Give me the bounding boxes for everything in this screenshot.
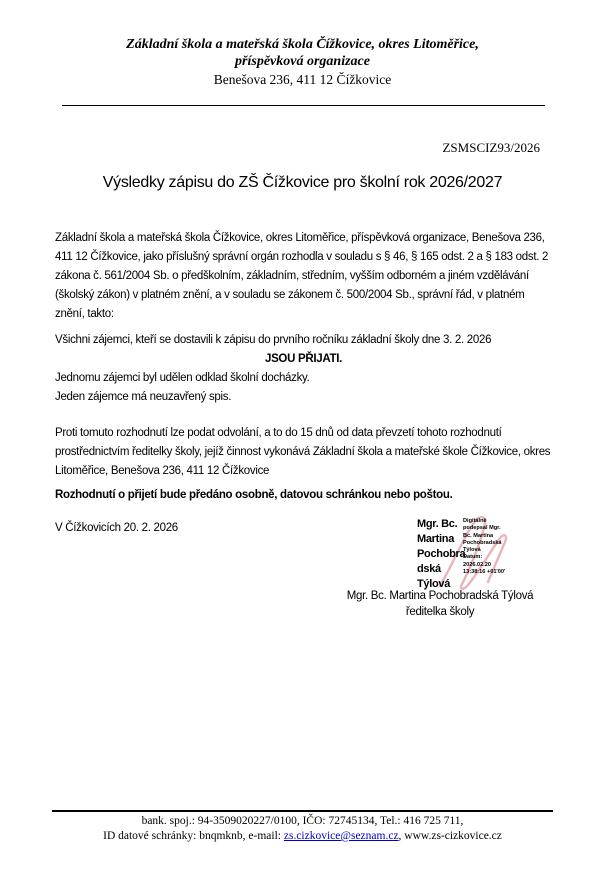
sig-name-line: Týlová <box>417 578 451 590</box>
intro-paragraph: Základní škola a mateřská škola Čížkovice, okres Litoměřice, příspěvková organizace, Benešova 236, 411 12 Čížkovice, jako příslušný správní orgán rozhodla v souladu s § 46, § 165 odst. 2 a § 183 odst. 2 zákona č. 561/2004 Sb. o předškolním, základním, středním, vyšším odborném a jiném vzdělávání (školský zákon) v platném znění, a v souladu se zákonem č. 500/2004 Sb., správní řád, v platném znění, takto: <box>55 232 549 320</box>
sig-name-line: Pochobra <box>417 548 466 560</box>
school-name-line1: Základní škola a mateřská škola Čížkovice, okres Litoměřice, <box>126 37 479 52</box>
digital-signature-name <box>417 517 465 592</box>
header-divider <box>62 105 545 106</box>
deferral-line: Jednomu zájemci byl udělen odklad školní docházky. <box>55 372 310 384</box>
director-name: Mgr. Bc. Martina Pochobradská Týlová <box>346 590 534 602</box>
email-link[interactable]: zs.cizkovice@seznam.cz <box>283 830 399 842</box>
sig-detail-line: Pochobradská <box>463 539 502 546</box>
letterhead <box>0 36 605 88</box>
sig-name-line: Martina <box>417 533 455 545</box>
footer-divider <box>52 810 553 812</box>
sig-name-line: dská <box>417 563 441 575</box>
footer <box>0 814 605 844</box>
results-line: Všichni zájemci, kteří se dostavili k zápisu do prvního ročníku základní školy dne 3. 2. 2026 <box>55 334 492 346</box>
sig-detail-line: Datum: <box>463 554 483 561</box>
appeal-paragraph: Proti tomuto rozhodnutí lze podat odvolání, a to do 15 dnů od data převzetí tohoto rozhodnutí prostřednictvím ředitelky školy, jejíž činnost vykonává Základní škola a mateřské škole Čížkovice, okres Litoměřice, Benešova 236, 411 12 Čížkovice <box>55 427 551 477</box>
reference-number: ZSMSCIZ93/2026 <box>442 140 540 155</box>
document-title: Výsledky zápisu do ZŠ Čížkovice pro školní rok 2026/2027 <box>102 174 503 191</box>
signature-printed-block <box>335 588 545 620</box>
sig-detail-line: 2026.02.20 <box>463 561 491 568</box>
sig-detail-line: podepsal Mgr. <box>463 525 501 532</box>
place-and-date: V Čížkovicích 20. 2. 2026 <box>55 522 178 534</box>
school-name-line2: příspěvková organizace <box>235 54 370 69</box>
footer-contact-prefix: ID datové schránky: bnqmknb, e-mail: <box>103 830 284 842</box>
sig-detail-line: Bc. Martina <box>463 532 494 539</box>
sig-detail-line: Digitálně <box>463 518 487 524</box>
open-file-line: Jeden zájemce má neuzavřený spis. <box>55 391 232 403</box>
sig-name-line: Mgr. Bc. <box>417 518 458 530</box>
accepted-statement: JSOU PŘIJATI. <box>264 353 343 365</box>
footer-bank-line: bank. spoj.: 94-3509020227/0100, IČO: 72745134, Tel.: 416 725 711, <box>141 815 464 827</box>
footer-contact-line <box>0 829 605 844</box>
footer-contact-suffix: , www.zs-cizkovice.cz <box>398 830 502 842</box>
sig-detail-line: Týlová <box>463 547 481 554</box>
delivery-statement: Rozhodnutí o přijetí bude předáno osobně, datovou schránkou nebo poštou. <box>55 489 453 501</box>
sig-detail-line: 13:38:16 +01'00' <box>463 569 506 576</box>
school-address: Benešova 236, 411 12 Čížkovice <box>213 72 392 87</box>
director-role: ředitelka školy <box>405 606 475 618</box>
digital-signature-details <box>463 518 523 576</box>
results-section <box>55 331 552 407</box>
